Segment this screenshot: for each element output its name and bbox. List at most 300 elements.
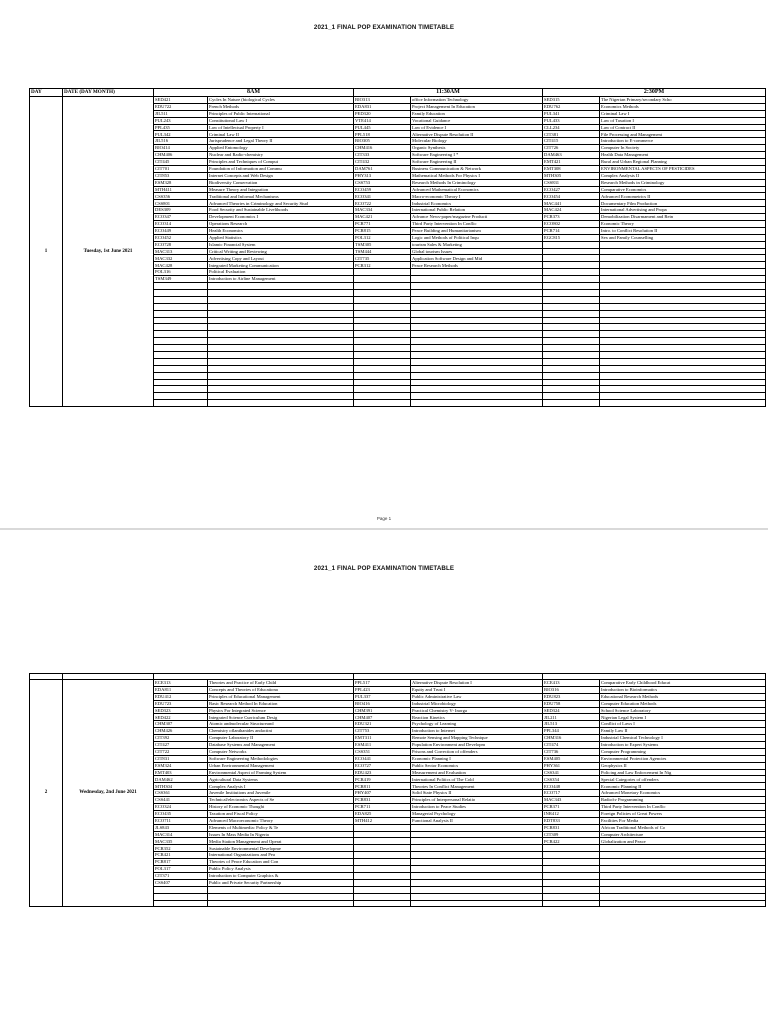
course-title-cell <box>208 345 354 352</box>
course-code-cell <box>543 872 600 879</box>
course-title-cell <box>411 296 543 303</box>
course-title-cell <box>600 331 766 338</box>
course-code-cell: DAM462 <box>154 776 208 783</box>
course-code-cell: PCR714 <box>543 227 600 234</box>
course-title-cell: African Traditional Methods of Co <box>600 824 766 831</box>
course-code-cell <box>154 324 208 331</box>
course-title-cell: Database Systems and Management <box>208 742 354 749</box>
course-title-cell: Public and Private Security Partnership <box>208 879 354 886</box>
course-code-cell <box>543 255 600 262</box>
course-title-cell: Introduction to Expert Systems <box>600 742 766 749</box>
course-title-cell: Law of Taxation I <box>600 117 766 124</box>
course-title-cell: Introduction to Peace Studies <box>411 804 543 811</box>
course-code-cell <box>354 283 411 290</box>
course-code-cell <box>543 893 600 900</box>
course-title-cell: Sustainable Environmental Developme <box>208 845 354 852</box>
timetable-day-2 <box>29 673 766 907</box>
course-title-cell <box>208 351 354 358</box>
course-code-cell <box>154 358 208 365</box>
course-code-cell: PPL435 <box>154 124 208 131</box>
course-title-cell: Operations Research <box>208 221 354 228</box>
course-title-cell: Critical Writing and Reviewing <box>208 248 354 255</box>
course-title-cell: International Politics of The Cold <box>411 776 543 783</box>
course-title-cell: Criminal Law I <box>600 110 766 117</box>
course-title-cell: Internet Concepts and Web Design <box>208 172 354 179</box>
day-header: DAY <box>30 89 63 97</box>
course-code-cell: JIL516 <box>154 138 208 145</box>
course-title-cell: Agricultural Data Systems <box>208 776 354 783</box>
course-title-cell: Research Methods in Criminology <box>600 179 766 186</box>
course-title-cell <box>600 886 766 893</box>
course-title-cell <box>411 852 543 859</box>
course-code-cell: EDT833 <box>543 817 600 824</box>
course-title-cell <box>208 296 354 303</box>
course-title-cell <box>208 338 354 345</box>
course-title-cell <box>411 269 543 276</box>
course-title-cell <box>600 893 766 900</box>
course-code-cell <box>543 393 600 400</box>
course-code-cell <box>543 303 600 310</box>
course-title-cell <box>600 255 766 262</box>
course-code-cell <box>543 886 600 893</box>
course-title-cell: Industrial Microbiology <box>411 700 543 707</box>
course-code-cell: MAC332 <box>154 255 208 262</box>
course-title-cell: Concepts and Theories of Educationa <box>208 686 354 693</box>
course-code-cell <box>543 317 600 324</box>
course-title-cell: Intro. to Conflict Resolution II <box>600 227 766 234</box>
course-title-cell: Traditional and Informal Mechanisms <box>208 193 354 200</box>
course-code-cell: CLL234 <box>543 124 600 131</box>
course-title-cell: Globalization and Peace <box>600 838 766 845</box>
course-title-cell: Advanced Econometrics II <box>600 193 766 200</box>
course-code-cell: PPL344 <box>543 728 600 735</box>
course-code-cell: EDA825 <box>354 810 411 817</box>
course-code-cell <box>354 872 411 879</box>
course-code-cell: MTH412 <box>354 817 411 824</box>
course-title-cell <box>208 310 354 317</box>
course-title-cell <box>600 276 766 283</box>
course-code-cell: BIO414 <box>154 145 208 152</box>
course-code-cell <box>354 393 411 400</box>
course-code-cell: ECE313 <box>154 680 208 687</box>
exam-date: Wednesday, 2nd June 2021 <box>63 680 154 907</box>
course-title-cell: Business Communication & Network <box>411 165 543 172</box>
course-title-cell: Application Software Design and Mid <box>411 255 543 262</box>
course-code-cell: CSS361 <box>154 790 208 797</box>
course-code-cell <box>354 838 411 845</box>
course-code-cell <box>543 386 600 393</box>
course-title-cell: Complex Analysis I <box>208 783 354 790</box>
course-code-cell <box>154 379 208 386</box>
course-code-cell <box>543 879 600 886</box>
course-code-cell: CHM407 <box>354 714 411 721</box>
course-code-cell: MAC421 <box>354 214 411 221</box>
course-code-cell <box>154 345 208 352</box>
course-code-cell: PUL337 <box>354 693 411 700</box>
course-code-cell: ESM324 <box>154 762 208 769</box>
course-code-cell: TSM305 <box>354 241 411 248</box>
course-title-cell <box>411 872 543 879</box>
course-code-cell: MAC313 <box>154 248 208 255</box>
course-title-cell <box>411 831 543 838</box>
timetable-day-1 <box>29 88 766 407</box>
course-code-cell: PCR831 <box>354 797 411 804</box>
course-code-cell: BIO313 <box>354 97 411 104</box>
course-code-cell: CIT309 <box>543 831 600 838</box>
course-code-cell: PUL243 <box>154 117 208 124</box>
course-code-cell <box>154 393 208 400</box>
course-title-cell: Special Categories of offenders <box>600 776 766 783</box>
course-title-cell: Family Education <box>411 110 543 117</box>
course-title-cell: History of Economic Thought <box>208 804 354 811</box>
course-code-cell: SED323 <box>154 707 208 714</box>
course-title-cell: The Nigerian Primary/secondary Scho <box>600 97 766 104</box>
course-code-cell: ECO717 <box>543 790 600 797</box>
course-code-cell <box>543 283 600 290</box>
course-title-cell <box>411 338 543 345</box>
course-code-cell: PUL342 <box>154 131 208 138</box>
course-code-cell: BIO416 <box>354 700 411 707</box>
course-code-cell: JLS843 <box>154 824 208 831</box>
course-code-cell: EMT311 <box>354 735 411 742</box>
course-title-cell <box>411 866 543 873</box>
course-title-cell <box>411 331 543 338</box>
course-code-cell: PUL433 <box>543 117 600 124</box>
course-title-cell: Atomic andmolecular Structureand <box>208 721 354 728</box>
course-code-cell: PPL518 <box>354 131 411 138</box>
course-title-cell <box>600 365 766 372</box>
course-code-cell <box>543 372 600 379</box>
course-title-cell <box>600 296 766 303</box>
course-title-cell <box>411 351 543 358</box>
course-title-cell: Computer Architecture <box>600 831 766 838</box>
course-title-cell: Biodiversity Conservation <box>208 179 354 186</box>
course-title-cell <box>600 386 766 393</box>
course-title-cell: office Information Technology <box>411 97 543 104</box>
course-code-cell: JIL211 <box>543 714 600 721</box>
course-code-cell: CIT726 <box>543 145 600 152</box>
course-title-cell: Molecular Biology <box>411 138 543 145</box>
course-code-cell <box>154 317 208 324</box>
course-code-cell: CIT333 <box>354 152 411 159</box>
course-code-cell: CIT722 <box>154 748 208 755</box>
course-title-cell <box>411 838 543 845</box>
course-title-cell <box>208 331 354 338</box>
course-title-cell: Principles and Techniques of Comput <box>208 159 354 166</box>
course-title-cell <box>600 866 766 873</box>
course-code-cell <box>154 283 208 290</box>
course-title-cell: Environmental Aspect of Farming System <box>208 769 354 776</box>
course-code-cell: ESM405 <box>543 755 600 762</box>
course-title-cell <box>411 386 543 393</box>
course-code-cell <box>543 345 600 352</box>
course-code-cell <box>543 358 600 365</box>
course-code-cell <box>543 310 600 317</box>
course-title-cell: Principles of Public International <box>208 110 354 117</box>
course-code-cell: ECO324 <box>154 804 208 811</box>
course-code-cell <box>354 358 411 365</box>
date-header: DATE (DAY MONTH) <box>63 89 154 97</box>
course-title-cell: International Organizations and Pea <box>208 852 354 859</box>
course-code-cell: PPL423 <box>354 686 411 693</box>
course-code-cell: EDA831 <box>354 103 411 110</box>
course-title-cell <box>411 886 543 893</box>
course-code-cell: CSS441 <box>154 797 208 804</box>
timetable-page-2 <box>0 530 768 1024</box>
course-code-cell <box>354 886 411 893</box>
course-title-cell: Environmental Protection Agencies <box>600 755 766 762</box>
course-code-cell <box>154 886 208 893</box>
course-title-cell: Principles of Interpersonal Relatio <box>411 797 543 804</box>
table-row <box>30 97 766 104</box>
course-title-cell: Advertising Copy and Layout <box>208 255 354 262</box>
course-title-cell: Technical/electronics Aspects of Se <box>208 797 354 804</box>
course-code-cell: CIT371 <box>154 872 208 879</box>
course-title-cell: Political Evaluation <box>208 269 354 276</box>
course-title-cell <box>208 900 354 907</box>
course-title-cell: Peace Research Methods <box>411 262 543 269</box>
course-code-cell: DES309 <box>154 207 208 214</box>
course-code-cell <box>154 386 208 393</box>
course-code-cell: CHM307 <box>154 721 208 728</box>
course-code-cell: ECO449 <box>154 227 208 234</box>
course-code-cell: SED315 <box>543 97 600 104</box>
course-code-cell <box>543 276 600 283</box>
course-title-cell: Theories In Conflict Management <box>411 783 543 790</box>
course-code-cell: CIT427 <box>154 742 208 749</box>
course-title-cell <box>208 886 354 893</box>
course-title-cell: Applied Entomology <box>208 145 354 152</box>
course-code-cell <box>154 400 208 407</box>
course-title-cell: Documentary Film Production <box>600 200 766 207</box>
course-code-cell <box>354 276 411 283</box>
course-code-cell: CIT474 <box>543 742 600 749</box>
course-title-cell: International Public Relation <box>411 207 543 214</box>
course-code-cell: TSM349 <box>154 276 208 283</box>
course-code-cell: CIT415 <box>543 138 600 145</box>
course-code-cell: EDU321 <box>354 721 411 728</box>
course-title-cell: Educational Research Methods <box>600 693 766 700</box>
course-title-cell <box>600 317 766 324</box>
course-code-cell: CIT432 <box>354 159 411 166</box>
course-title-cell <box>411 358 543 365</box>
course-code-cell: POL312 <box>354 234 411 241</box>
course-code-cell <box>543 269 600 276</box>
course-title-cell <box>600 345 766 352</box>
course-title-cell: Prisons and Correction of offenders <box>411 748 543 755</box>
course-code-cell <box>543 845 600 852</box>
course-title-cell: Geophysics II <box>600 762 766 769</box>
course-title-cell: Law of Evidence I <box>411 124 543 131</box>
course-title-cell <box>208 893 354 900</box>
course-code-cell: INR412 <box>543 810 600 817</box>
course-title-cell <box>600 269 766 276</box>
course-code-cell: PCR831 <box>543 824 600 831</box>
course-code-cell <box>154 351 208 358</box>
course-title-cell: Introduction to E-commerce <box>600 138 766 145</box>
course-code-cell <box>543 331 600 338</box>
course-code-cell: ECO711 <box>154 817 208 824</box>
course-title-cell: Public Sector Economics <box>411 762 543 769</box>
course-title-cell: French Methods <box>208 103 354 110</box>
course-code-cell: PPL517 <box>354 680 411 687</box>
course-code-cell <box>543 289 600 296</box>
course-title-cell: Conflict of Laws I <box>600 721 766 728</box>
course-title-cell: Advance News-paper/magazine Producti <box>411 214 543 221</box>
course-code-cell <box>354 866 411 873</box>
course-code-cell <box>354 289 411 296</box>
course-title-cell <box>411 317 543 324</box>
course-title-cell: Theories of Peace Education and Con <box>208 859 354 866</box>
course-title-cell: Theories and Practice of Early Child <box>208 680 354 687</box>
course-title-cell <box>600 872 766 879</box>
course-title-cell: Macro-economic Theory I <box>411 193 543 200</box>
course-code-cell: ECO314 <box>154 221 208 228</box>
course-code-cell: TSM444 <box>354 248 411 255</box>
course-code-cell: CSS356 <box>154 193 208 200</box>
course-title-cell <box>600 372 766 379</box>
course-code-cell <box>154 372 208 379</box>
table-row <box>30 680 766 687</box>
course-code-cell: ECO452 <box>154 234 208 241</box>
course-code-cell: PCR815 <box>354 227 411 234</box>
course-title-cell <box>600 338 766 345</box>
course-title-cell: Vocational Guidance <box>411 117 543 124</box>
course-code-cell <box>154 900 208 907</box>
course-title-cell <box>411 303 543 310</box>
course-title-cell: Advanced Monetary Economics <box>600 790 766 797</box>
course-code-cell: ECO347 <box>154 214 208 221</box>
course-code-cell <box>354 351 411 358</box>
course-code-cell <box>354 365 411 372</box>
slot-1130am-header: 11:30AM <box>354 89 543 97</box>
course-title-cell: Food Security and Sustainable Livelihoods <box>208 207 354 214</box>
course-code-cell: ECO454 <box>543 193 600 200</box>
course-title-cell: Development Economics I <box>208 214 354 221</box>
course-title-cell: Computer In Society <box>600 145 766 152</box>
course-code-cell: CIT736 <box>543 748 600 755</box>
course-title-cell <box>600 879 766 886</box>
course-code-cell: ECO441 <box>354 755 411 762</box>
course-title-cell <box>600 303 766 310</box>
course-title-cell: Population Environment and Developm <box>411 742 543 749</box>
course-title-cell <box>600 241 766 248</box>
course-title-cell <box>600 400 766 407</box>
course-code-cell <box>154 365 208 372</box>
course-code-cell <box>154 303 208 310</box>
course-code-cell: CHM416 <box>354 145 411 152</box>
course-title-cell: Equity and Trust I <box>411 686 543 693</box>
course-title-cell: Measure Theory and Integration <box>208 186 354 193</box>
course-title-cell <box>600 310 766 317</box>
course-title-cell: Law of Intellectual Property I <box>208 124 354 131</box>
course-code-cell: BIO305 <box>354 138 411 145</box>
course-code-cell <box>354 324 411 331</box>
course-title-cell <box>600 358 766 365</box>
course-code-cell: JIL513 <box>543 721 600 728</box>
course-code-cell: ECO448 <box>543 783 600 790</box>
course-title-cell: Introduction to Airline Management <box>208 276 354 283</box>
course-title-cell: Media Station Management and Operat <box>208 838 354 845</box>
course-title-cell <box>411 324 543 331</box>
course-code-cell: ECO427 <box>543 186 600 193</box>
course-title-cell: Issues In Mass Media In Nigeria <box>208 831 354 838</box>
course-code-cell: ESM328 <box>154 179 208 186</box>
course-code-cell <box>543 379 600 386</box>
course-code-cell <box>354 331 411 338</box>
course-code-cell <box>354 824 411 831</box>
course-title-cell <box>600 393 766 400</box>
course-title-cell: Computer Laboratory II <box>208 735 354 742</box>
course-title-cell: Facilities For Media <box>600 817 766 824</box>
course-code-cell: CIT831 <box>154 755 208 762</box>
course-title-cell: Computer Education Methods <box>600 700 766 707</box>
course-title-cell <box>411 393 543 400</box>
course-title-cell: Alternative Dispute Resolution II <box>411 131 543 138</box>
course-title-cell: Industrial Economics <box>411 200 543 207</box>
course-code-cell: PHY407 <box>354 790 411 797</box>
course-code-cell: EDU758 <box>543 700 600 707</box>
course-title-cell <box>208 386 354 393</box>
course-code-cell: PCR312 <box>354 262 411 269</box>
course-code-cell: EDU423 <box>354 769 411 776</box>
course-code-cell <box>543 400 600 407</box>
course-code-cell <box>154 893 208 900</box>
course-title-cell: Public Administrative Law <box>411 693 543 700</box>
course-code-cell: CSS753 <box>354 179 411 186</box>
course-title-cell: Computer Programming <box>600 748 766 755</box>
course-code-cell <box>354 852 411 859</box>
course-title-cell <box>208 324 354 331</box>
course-title-cell: Foundation of Information and Commu <box>208 165 354 172</box>
course-code-cell: CSS831 <box>543 179 600 186</box>
course-code-cell <box>354 296 411 303</box>
course-title-cell: International Advertising and Propa <box>600 207 766 214</box>
course-title-cell: Psychology of Learning <box>411 721 543 728</box>
course-title-cell: Introduction to Bioinformatics <box>600 686 766 693</box>
course-code-cell: VTE414 <box>354 117 411 124</box>
course-title-cell <box>600 324 766 331</box>
course-title-cell: Research Methods In Criminology <box>411 179 543 186</box>
course-title-cell: Introduction to Internet <box>411 728 543 735</box>
course-title-cell: Comparative Economics <box>600 186 766 193</box>
course-title-cell: Organic Synthesis <box>411 145 543 152</box>
course-code-cell: ECO341 <box>354 193 411 200</box>
course-code-cell: DAM761 <box>354 165 411 172</box>
course-title-cell: Solid State Physics II <box>411 790 543 797</box>
course-title-cell <box>411 400 543 407</box>
course-code-cell: ECE413 <box>543 680 600 687</box>
course-title-cell: Logic and Methods of Political Inqu <box>411 234 543 241</box>
course-code-cell <box>154 338 208 345</box>
course-title-cell: Family Law II <box>600 728 766 735</box>
course-title-cell <box>208 400 354 407</box>
course-code-cell: CIT381 <box>543 131 600 138</box>
course-code-cell: ECO727 <box>354 762 411 769</box>
course-code-cell: SED324 <box>543 707 600 714</box>
course-code-cell: CIT392 <box>154 735 208 742</box>
course-title-cell <box>208 393 354 400</box>
course-code-cell: PCR711 <box>354 804 411 811</box>
course-title-cell: Third Party Intervention In Conflic <box>411 221 543 228</box>
course-code-cell: SED422 <box>154 714 208 721</box>
page-number: Page 1 <box>376 516 392 521</box>
course-code-cell: EDU762 <box>543 103 600 110</box>
course-code-cell: MAC335 <box>154 838 208 845</box>
course-code-cell <box>543 900 600 907</box>
course-code-cell: CHM406 <box>154 152 208 159</box>
course-title-cell: Applied Statistics <box>208 234 354 241</box>
